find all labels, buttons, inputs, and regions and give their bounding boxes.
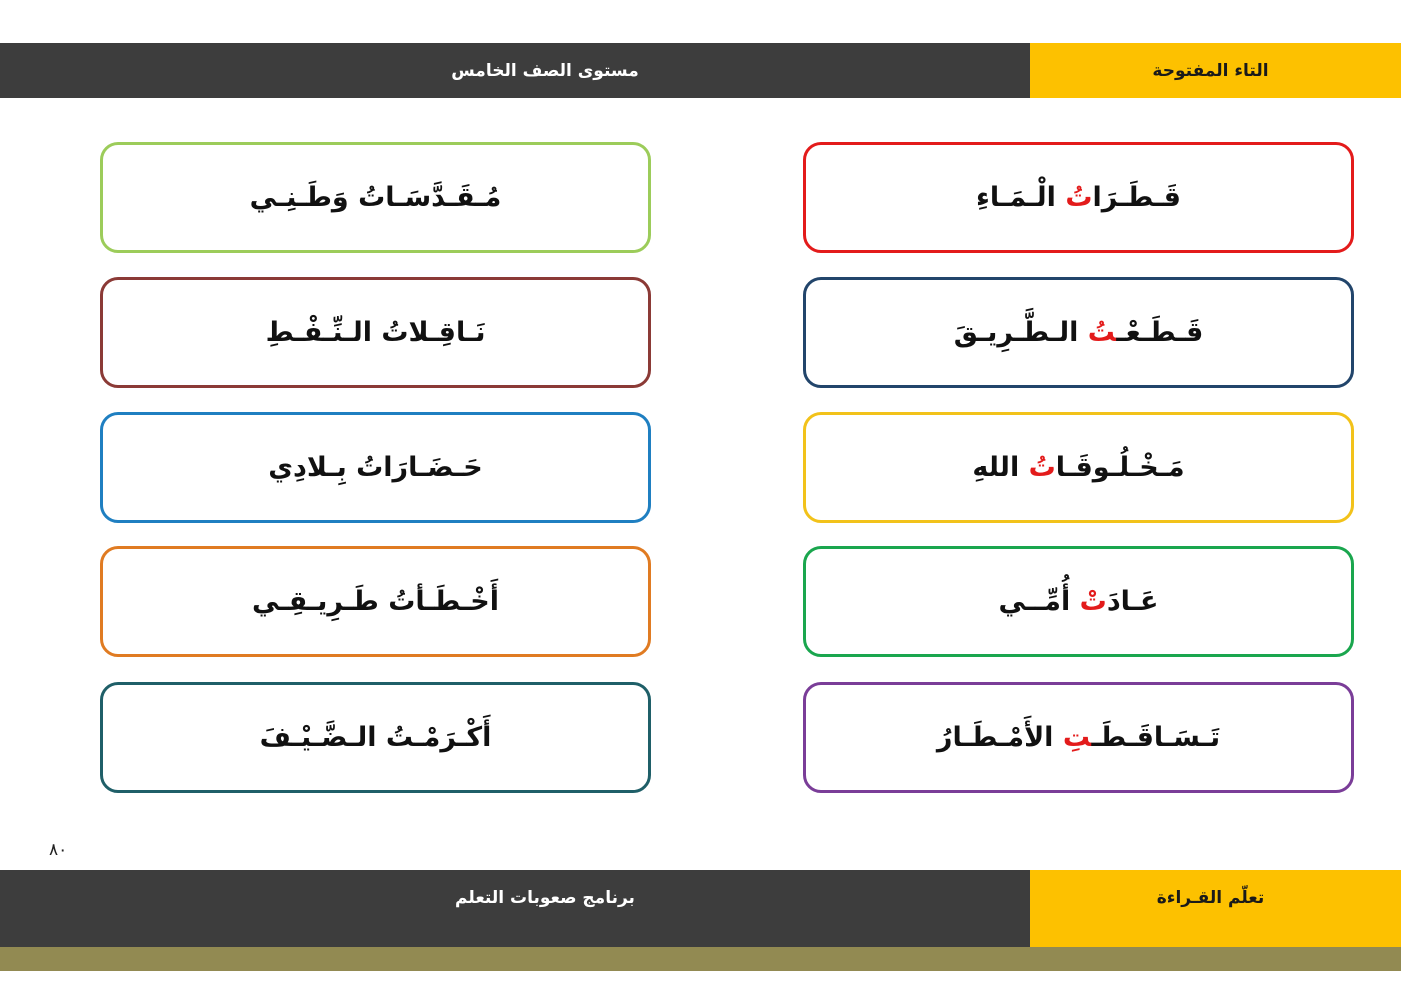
section-banner	[1030, 870, 1401, 947]
card-phrase: أَخْـطَـأتُ طَـرِيـقِـي	[252, 586, 499, 617]
footer-accent-strip	[0, 947, 1401, 971]
word-card-right-3	[803, 412, 1354, 523]
section-label: تعلّم القـراءة	[1156, 888, 1265, 908]
word-card-left-2	[100, 277, 651, 388]
lesson-title: التاء المفتوحة	[1152, 60, 1269, 81]
word-card-left-3	[100, 412, 651, 523]
highlighted-taa: تُ	[1028, 452, 1056, 483]
highlighted-taa: تُ	[1087, 317, 1117, 348]
card-phrase: حَـضَـارَاتُ بِـلادِي	[268, 452, 483, 483]
level-banner	[0, 43, 1030, 98]
top-header-bar	[0, 43, 1401, 98]
program-label: برنامج صعوبات التعلم	[455, 888, 635, 908]
highlighted-taa: تُ	[1065, 182, 1093, 213]
program-banner	[0, 870, 1030, 947]
card-phrase: قَـطَـعْـتُ الـطَّـرِيـقَ	[953, 317, 1204, 348]
word-card-left-1	[100, 142, 651, 253]
word-card-right-1	[803, 142, 1354, 253]
word-card-right-2	[803, 277, 1354, 388]
card-phrase: تَـسَـاقَـطَـتِ الأَمْـطَـارُ	[936, 722, 1221, 753]
level-label: مستوى الصف الخامس	[451, 60, 639, 81]
card-phrase: نَـاقِـلاتُ الـنِّـفْـطِ	[265, 317, 486, 348]
footer-bar	[0, 870, 1401, 947]
highlighted-taa: تِ	[1062, 722, 1092, 753]
card-phrase: أَكْـرَمْـتُ الـضَّـيْـفَ	[259, 722, 492, 753]
word-card-right-4	[803, 546, 1354, 657]
card-phrase: مَـخْـلُـوقَـاتُ اللهِ	[972, 452, 1185, 483]
highlighted-taa: تْ	[1079, 586, 1107, 617]
card-phrase: قَـطَـرَاتُ الْـمَـاءِ	[976, 182, 1181, 213]
lesson-banner	[1030, 43, 1401, 98]
page-number: ٨٠	[49, 840, 68, 860]
word-card-right-5	[803, 682, 1354, 793]
word-card-left-4	[100, 546, 651, 657]
card-phrase: مُـقَـدَّسَـاتُ وَطَـنِـي	[249, 182, 502, 213]
card-phrase: عَـادَتْ أُمِّــي	[998, 586, 1159, 617]
word-card-left-5	[100, 682, 651, 793]
